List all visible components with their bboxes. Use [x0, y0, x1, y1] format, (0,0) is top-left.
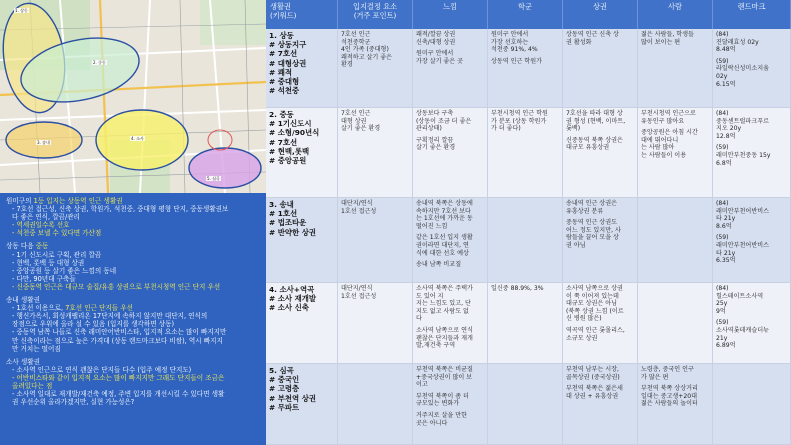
cell-market: 상동역 인근 신축 상 권 활성화 [563, 29, 638, 107]
note-line: - 현백, 롯백 등 대형 상권 [12, 258, 85, 267]
cell-area: 5. 심곡 # 중국인 # 고령층 # 부천역 상권 # 무파트 [266, 364, 338, 444]
cell-people: 노령층, 중국인 인구 가 많은 편 부천역 북쪽 상상거리 일대는 중고생+20대 젊은 사람들의 놀이터 [638, 364, 713, 444]
cell-school [488, 364, 563, 444]
header-landmark: 랜드마크 [713, 0, 791, 29]
cell-school: 일신중 88.9%, 3% [488, 283, 563, 363]
cell-feel: 상동보다 구축 (상동이 조금 더 좋은 관리상태) 구획정리 깔끔 살기 좋은 환경 [413, 108, 488, 197]
cell-school: 원미구 안에서 가장 선호하는 석천중 91%, 4% 상동역 인근 학원가 [488, 29, 563, 107]
note-line: - 1호선 이용으로, 7호선 인근 단지들 우선 [12, 304, 133, 313]
map-label-5: 5. 심곡 [207, 176, 220, 181]
cell-area: 4. 소사+역곡 # 소사 재개발 # 소사 신축 [266, 283, 338, 363]
cell-factor: 7호선 인근 석천중학군 4인 가족 (중대형) 쾌적하고 살기 좋은 환경 [338, 29, 413, 107]
note-line: 원미구의 1등 입지는 상동역 인근 생활권 [6, 197, 123, 205]
table-row [266, 198, 791, 283]
cell-market: 7호선을 따라 대형 상 권 형성 (현백, 이마트, 롯백) 신중동역 북쪽 상권은 대규모 유흥상권 [563, 108, 638, 197]
region-simgok [189, 148, 261, 188]
map-label-4: 4. 소사 [131, 136, 144, 141]
cell-landmark: (84) 진달래효성 02y 8.48억 (59) 라일락신성미소지움 02y 6.15억 [713, 29, 791, 107]
cell-market: 소사역 남쪽으로 상권 이 쭉 이어져 있는데 대규모 상권은 아님 (북쪽 상권 느낌 (이르 신 병원 많은) 역곡역 인근 롯몰리스, 소규모 상권 [563, 283, 638, 363]
note-line: - 소사역 인근으로 연식 괜찮은 단지들 다수 (입주 예정 단지도) [12, 365, 192, 374]
note-line: - 중동역 남쪽 나들로 신축 래미안어반비스타, 입지적 요소는 많이 빠지지만 [12, 328, 227, 337]
cell-people: 젊은 사람들, 학생들 많이 보이는 편 [638, 29, 713, 107]
cell-feel: 쾌적/깔끔 상권 신축/대형 상권 원미구 안에서 가장 살기 좋은 곳 [413, 29, 488, 107]
cell-feel: 소사역 북쪽은 주택가 도 있어 지 지는 느낌도 있고, 단 지도 없고 사람도 없 다 소사역 남쪽으로 연식 괜찮은 단지들과 재개 발,재건축 구역 [413, 283, 488, 363]
cell-feel: 부천역 북쪽은 비균질 +중국상권이 많이 보 이고 부천역 북쪽이 좀 더 규모있는 변화가 거주지로 살을 만한 곳은 아니다 [413, 364, 488, 444]
cell-people: 부천시청역 인근으로 유동인구 많아요 중앙공원은 아침 시간 대에 뛰어다니 는 사람 많아 는 사람들이 이용 [638, 108, 713, 197]
note-line: - 7호선 접근성, 신축 상권, 학원가, 석천중, 중대형 평형 단지, 중동생활권보 [12, 205, 229, 214]
header-school: 학군 [488, 0, 563, 29]
note-line: - 1기 신도시로 구획, 관리 깔끔 [12, 250, 102, 259]
note-line: - 중앙공원 등 살기 좋은 느낌의 동네 [12, 266, 117, 275]
note-line: - 역세권일수록 선호 [12, 221, 70, 230]
note-line: - 소사역 일대로 재개발/재건축 예정, 주변 입지를 개선시킬 수 있다면 생활 [12, 390, 225, 399]
cell-factor: 대단지/연식 1호선 접근성 [338, 198, 413, 282]
note-line: 송내 생활권 [6, 296, 40, 305]
note-line: 만 신축이라는 점으로 높은 가격대 (상동 랜드마크보다 비쌈), 역시 빠지지 [12, 336, 223, 345]
note-line: - 어반비스타와 같이 입지적 요소는 많이 빠지지만 그래도 단지들이 조금은 [12, 373, 225, 382]
cell-feel: 송내역 북쪽은 상동에 속하지만 7호선 보다 는 1호선에 가까운 동 떨어진 느낌 같은 1호선 입지 생활 권이라면 대단지, 연 식에 대한 선호 예상 송내 남쪽 비교질 [413, 198, 488, 282]
note-line: 올려있다는 점 [12, 381, 53, 390]
header-people: 사람 [638, 0, 713, 29]
cell-people [638, 198, 713, 282]
cell-landmark [713, 364, 791, 444]
note-line: - 신중동역 인근은 대규모 술집/유흥 상권으로 부천시청역 인근 단지 우선 [12, 282, 221, 291]
cell-factor: 7호선 인근 대형 상권 살기 좋은 환경 [338, 108, 413, 197]
cell-area: 1. 상동 # 상동지구 # 7호선 # 대형상권 # 쾌적 # 중대형 # 석천중 [266, 29, 338, 107]
header-factor: 입지결정 요소 (거주 포인트) [338, 0, 413, 29]
table-row [266, 283, 791, 364]
cell-area: 2. 중동 # 1기신도시 # 소형/90년식 # 7호선 # 현백,롯백 # 중앙공원 [266, 108, 338, 197]
header-market: 상권 [563, 0, 638, 29]
note-line: 권 우선순위 올라가겠지만, 실현 가능성은? [12, 398, 135, 407]
note-line: 소사 생활권 [6, 357, 40, 366]
note-line: 장점으로 우위에 올라 설 수 있음 (입지를 생각하면 상동) [12, 320, 175, 329]
area-map [0, 0, 266, 193]
note-line: 다 좋은 연식, 깔끔/관리 [12, 213, 80, 222]
cell-factor [338, 364, 413, 444]
note-line: - 행신가옥서, 회성캐팰리온 17단지에 속하지 않지만 대단지, 연식의 [12, 312, 208, 321]
header-area: 생활권 (키워드) [266, 0, 338, 29]
cell-landmark: (84) 중동센트럴파크푸르 지오 20y 12.8억 (59) 래미안부천중동 15y 6.8억 [713, 108, 791, 197]
note-line: 상동 다음 중동 [6, 242, 49, 251]
cell-school: 부천시청역 인근 학원 가 분포 (상동 학원가 가 더 좋다) [488, 108, 563, 197]
cell-landmark: (84) 힐스테이트소사역 25y 9억 (59) 소사역롯데캐슬더뉴 21y 6.89억 [713, 283, 791, 363]
cell-people [638, 283, 713, 363]
map-label-3: 3. 송내 [37, 140, 50, 145]
cell-landmark: (84) 래미안부천어반비스 타 21y 8.6억 (59) 래미안부천어반비스 타 21y 6.35억 [713, 198, 791, 282]
cell-market: 부천역 남부는 시장, 골목상권 (중국상권) 부천역 북쪽은 젊은세 대 상권 + 유흥상권 [563, 364, 638, 444]
note-line: 만 거치는 떨어짐 [12, 344, 61, 353]
header-feel: 느낌 [413, 0, 488, 29]
comparison-table [266, 0, 791, 445]
map-label-2: 2. 중동 [93, 60, 106, 65]
cell-factor: 대단지/연식 1호선 접근성 [338, 283, 413, 363]
note-line: - 다만, 90년대 구축들 [12, 274, 76, 283]
table-row [266, 364, 791, 445]
cell-school [488, 198, 563, 282]
map-label-1: 1. 상동 [15, 8, 28, 13]
notes-panel [0, 193, 266, 445]
cell-area: 3. 송내 # 1호선 # 법조타운 # 반약한 상권 [266, 198, 338, 282]
cell-market: 송내역 인근 상권은 유흥상권 분류 중동역 인근 상권도 어느 정도 있지만, 사 람들을 끌어 모을 상 권 아님 [563, 198, 638, 282]
table-row [266, 29, 791, 108]
table-row [266, 108, 791, 198]
note-line: - 석천중 보낼 수 있다면 가산점 [12, 229, 102, 238]
map-panel [0, 0, 266, 193]
